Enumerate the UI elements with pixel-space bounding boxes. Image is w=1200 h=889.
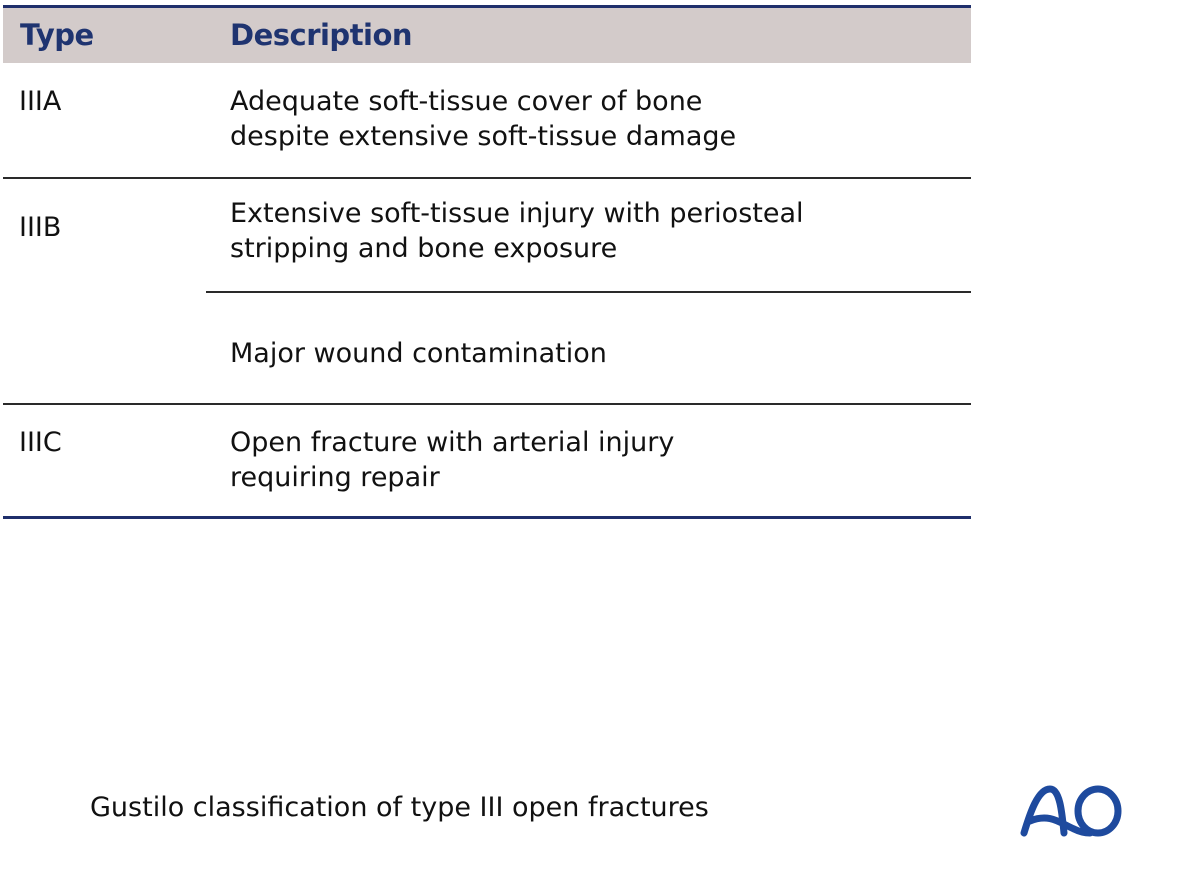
table-row-iiia (3, 63, 971, 178)
figure-caption: Gustilo classification of type III open fractures (90, 792, 709, 823)
description-line: Major wound contamination (230, 338, 607, 369)
description-line: despite extensive soft-tissue damage (230, 121, 737, 152)
type-cell: IIIC (19, 427, 62, 458)
type-cell: IIIA (19, 86, 62, 117)
description-line: Adequate soft-tissue cover of bone (230, 86, 703, 117)
table-row-iiib (3, 179, 971, 405)
type-cell: IIIB (19, 212, 62, 243)
description-line: Open fracture with arterial injury (230, 427, 675, 458)
table-row-iiic (3, 405, 971, 517)
gustilo-table (3, 5, 971, 493)
description-line: stripping and bone exposure (230, 233, 618, 264)
table-header (3, 8, 971, 63)
description-cell (230, 84, 736, 154)
description-cell (230, 425, 674, 495)
description-line: Extensive soft-tissue injury with periosteal (230, 198, 804, 229)
sub-row-divider (206, 291, 971, 293)
ao-logo-icon (1020, 783, 1124, 839)
description-cell (230, 196, 804, 266)
header-type: Type (20, 18, 94, 52)
sub-description-cell (230, 336, 607, 371)
table-bottom-rule (3, 516, 971, 519)
header-description: Description (230, 18, 413, 52)
description-line: requiring repair (230, 462, 440, 493)
